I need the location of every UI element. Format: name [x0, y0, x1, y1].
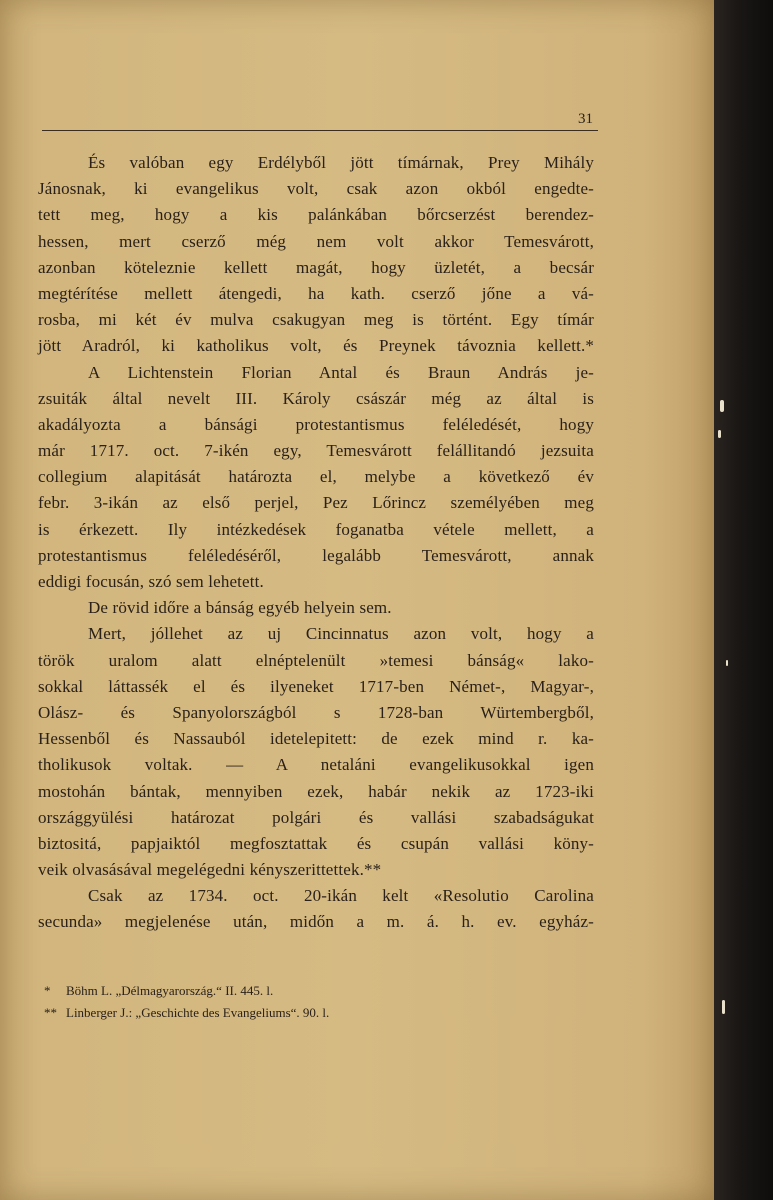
header-rule: [42, 130, 598, 131]
footnote-mark: **: [44, 1005, 57, 1020]
text-line: rosba, mi két év mulva csakugyan meg is történt. Egy tímár: [38, 310, 594, 330]
text-line: azonban köteleznie kellett magát, hogy üzletét, a becsár: [38, 257, 594, 277]
spine-speck: [726, 660, 728, 666]
text-line: már 1717. oct. 7-ikén egy, Temesvárott felállitandó jezsuita: [38, 441, 594, 461]
text-line: Mert, jóllehet az uj Cincinnatus azon volt, hogy a: [88, 624, 594, 644]
text-line: Olász- és Spanyolországból s 1728-ban Würtembergből,: [38, 702, 594, 722]
text-line: secunda» megjelenése után, midőn a m. á. h. ev. egyház-: [38, 912, 594, 932]
footnote-text: Böhm L. „Délmagyarország.“ II. 445. l.: [66, 983, 274, 998]
footnote: [44, 980, 604, 1002]
footnotes: [44, 980, 604, 1024]
text-line: zsuiták által nevelt III. Károly császár még az által is: [38, 388, 594, 408]
text-line: sokkal láttassék el és ilyeneket 1717-ben Német-, Magyar-,: [38, 676, 594, 696]
text-line: Hessenből és Nassauból idetelepitett: de ezek mind r. ka-: [38, 729, 594, 749]
text-line: De rövid időre a bánság egyéb helyein sem.: [88, 598, 392, 618]
footnote-mark: *: [44, 983, 51, 998]
spine-speck: [720, 400, 724, 412]
footnote-text: Linberger J.: „Geschichte des Evangeliums“. 90. l.: [66, 1005, 330, 1020]
body-text: [38, 150, 594, 936]
text-line: febr. 3-ikán az első perjel, Pez Lőrincz személyében meg: [38, 493, 594, 513]
text-line: akadályozta a bánsági protestantismus feléledését, hogy: [38, 414, 594, 434]
book-spine: [714, 0, 773, 1200]
text-line: Csak az 1734. oct. 20-ikán kelt «Resolutio Carolina: [88, 886, 594, 906]
text-line: mostohán bántak, mennyiben ezek, habár nekik az 1723-iki: [38, 781, 594, 801]
text-line: hessen, mert cserző még nem volt akkor Temesvárott,: [38, 231, 594, 251]
page-number: 31: [578, 111, 593, 127]
text-line: is érkezett. Ily intézkedések foganatba vétele mellett, a: [38, 519, 594, 539]
text-line: collegium alapitását határozta el, melybe a következő év: [38, 467, 594, 487]
text-line: megtérítése mellett átengedi, ha kath. cserző jőne a vá-: [38, 283, 594, 303]
text-line: A Lichtenstein Florian Antal és Braun András je-: [88, 362, 594, 382]
text-line: És valóban egy Erdélyből jött tímárnak, Prey Mihály: [88, 153, 594, 172]
text-line: eddigi focusán, szó sem lehetett.: [38, 572, 264, 591]
text-line: jött Aradról, ki katholikus volt, és Preynek távoznia kellett.*: [38, 336, 594, 356]
spine-speck: [722, 1000, 725, 1014]
footnote: [44, 1002, 604, 1024]
text-line: biztositá, papjaiktól megfosztattak és csupán vallási köny-: [38, 833, 594, 853]
text-line: tholikusok voltak. — A netaláni evangelikusokkal igen: [38, 755, 594, 775]
text-line: protestantismus feléledéséről, legalább Temesvárott, annak: [38, 545, 594, 565]
text-line: országgyülési határozat polgári és vallási szabadságukat: [38, 807, 594, 827]
spine-speck: [718, 430, 721, 438]
text-line: török uralom alatt elnéptelenült »temesi bánság« lako-: [38, 650, 594, 670]
text-line: Jánosnak, ki evangelikus volt, csak azon okból engedte-: [38, 179, 594, 199]
text-line: tett meg, hogy a kis palánkában bőrcserzést berendez-: [38, 205, 594, 225]
text-line: veik olvasásával megelégedni kényszerittettek.**: [38, 860, 382, 880]
